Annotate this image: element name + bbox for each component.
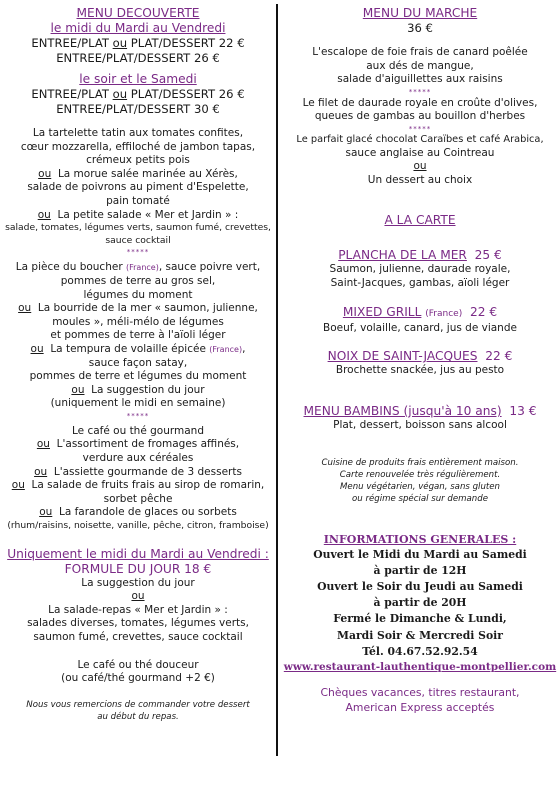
- marche-item-1-line: salade d'aiguillettes aux raisins: [337, 73, 503, 86]
- separator-stars: *****: [126, 411, 150, 420]
- dessert-3: ou L'assiette gourmande de 3 desserts: [34, 465, 242, 478]
- payment-line: American Express acceptés: [345, 700, 495, 714]
- plancha-line: Saint-Jacques, gambas, aïoli léger: [330, 276, 510, 289]
- bambins-title: MENU BAMBINS (jusqu'à 10 ans) 13 €: [303, 403, 537, 418]
- entree-2: ou La morue salée marinée au Xérès,: [38, 167, 238, 180]
- bambins-line: Plat, dessert, boisson sans alcool: [333, 418, 507, 431]
- midi-formula-1: ENTREE/PLAT ou PLAT/DESSERT 22 €: [31, 36, 245, 50]
- info-line: Ouvert le Soir du Jeudi au Samedi: [317, 579, 523, 593]
- note-line: Menu végétarien, végan, sans gluten: [340, 481, 500, 492]
- dessert-4-line: sorbet pêche: [103, 492, 173, 505]
- note-line: Cuisine de produits frais entièrement maison.: [321, 458, 519, 469]
- midi-formula-2: ENTREE/PLAT/DESSERT 26 €: [56, 51, 220, 65]
- footnote-line: au début du repas.: [97, 711, 179, 722]
- menu-marche-title: MENU DU MARCHE: [362, 6, 478, 20]
- formule-line: Le café ou thé douceur: [77, 658, 199, 671]
- menu-decouverte-soir: le soir et le Samedi: [79, 72, 197, 86]
- column-divider: [276, 4, 278, 756]
- info-line: à partir de 12H: [373, 563, 467, 577]
- entree-2-line: salade de poivrons au piment d'Espelette,: [27, 181, 249, 194]
- a-la-carte-title: A LA CARTE: [384, 213, 456, 228]
- note-line: ou régime spécial sur demande: [352, 493, 488, 504]
- right-column: [282, 6, 558, 715]
- dessert-1: Le café ou thé gourmand: [71, 424, 204, 437]
- plat-3-line: sauce façon satay,: [88, 356, 188, 369]
- dessert-2-line: verdure aux céréales: [82, 452, 194, 465]
- menu-decouverte-midi: le midi du Mardi au Vendredi: [50, 21, 226, 35]
- marche-item-3-ou: ou: [413, 160, 427, 173]
- marche-item-3-alt: Un dessert au choix: [367, 173, 473, 186]
- formule-line: La suggestion du jour: [81, 576, 195, 589]
- plat-2-line: moules », méli-mélo de légumes: [52, 315, 224, 328]
- footnote-line: Nous vous remercions de commander votre dessert: [26, 699, 250, 710]
- formule-line: salades diverses, tomates, légumes verts,: [27, 617, 249, 630]
- formule-title: FORMULE DU JOUR 18 €: [64, 561, 212, 576]
- entree-1-line: crémeux petits pois: [86, 154, 190, 167]
- menu-marche-price: 36 €: [407, 21, 433, 35]
- formule-line: La salade-repas « Mer et Jardin » :: [48, 603, 228, 616]
- dessert-5-line: (rhum/raisins, noisette, vanille, pêche, citron, framboise): [7, 520, 269, 532]
- plat-2-line: et pommes de terre à l'aïoli léger: [50, 329, 226, 342]
- soir-formula-2: ENTREE/PLAT/DESSERT 30 €: [56, 102, 220, 116]
- marche-item-3-line: Le parfait glacé chocolat Caraïbes et café Arabica,: [296, 133, 544, 145]
- plat-4-note: (uniquement le midi en semaine): [50, 397, 226, 410]
- plat-3-line: pommes de terre et légumes du moment: [29, 370, 247, 383]
- separator-stars: *****: [408, 124, 432, 133]
- soir-formula-1: ENTREE/PLAT ou PLAT/DESSERT 26 €: [31, 87, 245, 101]
- info-title: INFORMATIONS GENERALES :: [323, 532, 517, 546]
- plancha-title: PLANCHA DE LA MER 25 €: [338, 248, 502, 263]
- marche-item-3-line: sauce anglaise au Cointreau: [345, 146, 495, 159]
- left-column: [0, 6, 276, 723]
- plat-1-line: pommes de terre au gros sel,: [60, 274, 216, 287]
- plat-3: ou La tempura de volaille épicée (France),: [30, 342, 246, 355]
- formule-header: Uniquement le midi du Mardi au Vendredi :: [7, 546, 269, 561]
- plancha-line: Saumon, julienne, daurade royale,: [329, 263, 511, 276]
- entree-1-line: cœur mozzarella, effiloché de jambon tapas,: [20, 140, 256, 153]
- entree-3-line: sauce cocktail: [105, 234, 171, 246]
- menu-decouverte-title: MENU DECOUVERTE: [76, 6, 200, 20]
- note-line: Carte renouvelée très régulièrement.: [339, 470, 501, 481]
- dessert-2: ou L'assortiment de fromages affinés,: [36, 438, 240, 451]
- plat-1-line: légumes du moment: [83, 288, 193, 301]
- marche-item-1-line: L'escalope de foie frais de canard poêlée: [312, 46, 528, 58]
- info-line: Mardi Soir & Mercredi Soir: [337, 628, 503, 642]
- marche-item-2-line: queues de gambas au bouillon d'herbes: [314, 110, 526, 123]
- marche-item-2-line: Le filet de daurade royale en croûte d'olives,: [302, 96, 538, 109]
- info-line: Fermé le Dimanche & Lundi,: [333, 612, 507, 626]
- noix-line: Brochette snackée, jus au pesto: [335, 364, 505, 377]
- entree-2-line: pain tomaté: [106, 194, 170, 207]
- entree-3: ou La petite salade « Mer et Jardin » :: [37, 208, 239, 221]
- formule-ou: ou: [131, 590, 145, 603]
- info-line: à partir de 20H: [373, 596, 467, 610]
- payment-line: Chèques vacances, titres restaurant,: [320, 685, 520, 699]
- grill-title: MIXED GRILL (France) 22 €: [342, 304, 498, 319]
- noix-title: NOIX DE SAINT-JACQUES 22 €: [327, 349, 513, 364]
- formule-line: (ou café/thé gourmand +2 €): [61, 672, 215, 685]
- dessert-5: ou La farandole de glaces ou sorbets: [39, 506, 237, 519]
- entree-3-line: salade, tomates, légumes verts, saumon fumé, crevettes,: [5, 222, 271, 234]
- separator-stars: *****: [126, 248, 150, 257]
- marche-item-1-line: aux dés de mangue,: [366, 59, 474, 72]
- website-link[interactable]: www.restaurant-lauthentique-montpellier.com: [283, 660, 557, 673]
- separator-stars: *****: [408, 87, 432, 96]
- grill-line: Boeuf, volaille, canard, jus de viande: [323, 321, 517, 334]
- info-line: Ouvert le Midi du Mardi au Samedi: [313, 547, 527, 561]
- entree-1-line: La tartelette tatin aux tomates confites,: [32, 127, 244, 139]
- formule-line: saumon fumé, crevettes, sauce cocktail: [33, 631, 243, 643]
- plat-1: La pièce du boucher (France), sauce poivre vert,: [15, 261, 261, 274]
- dessert-4: ou La salade de fruits frais au sirop de romarin,: [11, 479, 265, 492]
- plat-4: ou La suggestion du jour: [71, 383, 205, 396]
- info-phone: Tél. 04.67.52.92.54: [362, 644, 478, 658]
- plat-2: ou La bourride de la mer « saumon, julienne,: [18, 302, 258, 315]
